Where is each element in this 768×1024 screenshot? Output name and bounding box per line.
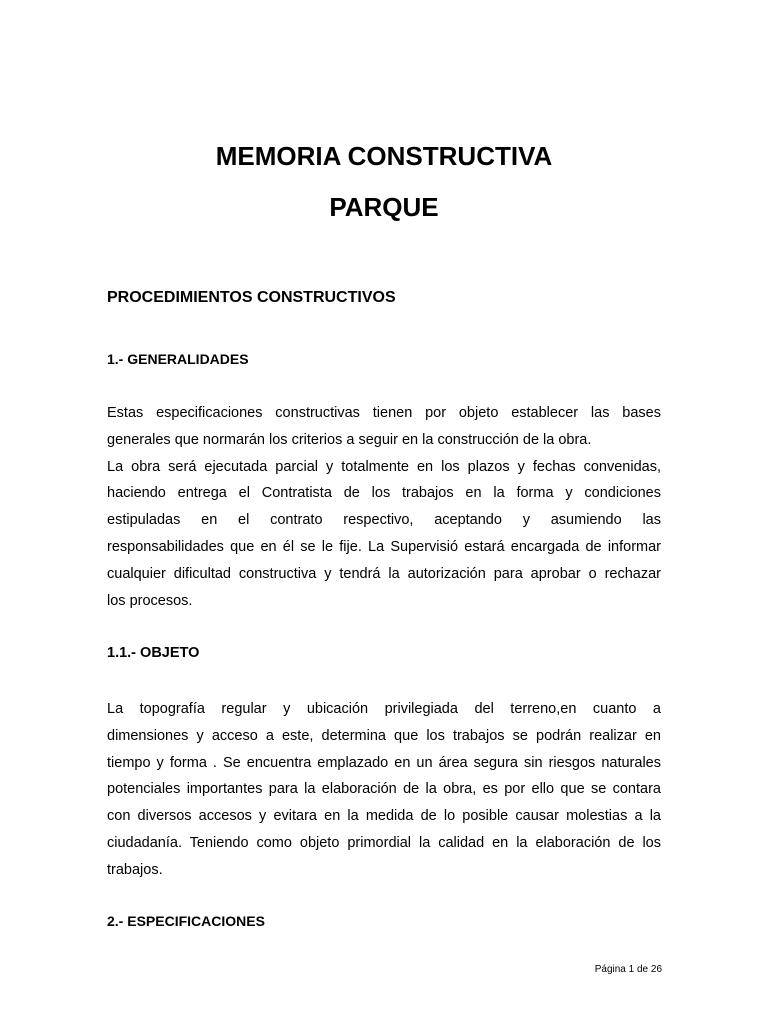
paragraph-line: los procesos.	[107, 592, 193, 609]
document-subtitle: PARQUE	[329, 192, 439, 222]
page-number-footer: Página 1 de 26	[594, 964, 662, 975]
paragraph-line: La topografía regular y ubicación privilegiada del terreno,en cuanto a	[107, 701, 661, 717]
paragraph-line: cualquier dificultad constructiva y tendrá la autorización para aprobar o rechazar	[107, 565, 661, 582]
section-heading-generalidades: 1.- GENERALIDADES	[107, 351, 249, 367]
paragraph-generalidades	[107, 400, 661, 614]
paragraph-line: haciendo entrega el Contratista de los trabajos en la forma y condiciones	[107, 485, 661, 502]
paragraph-line: potenciales importantes para la elaboración de la obra, es por ello que se contara	[107, 781, 661, 798]
section-heading-especificaciones: 2.- ESPECIFICACIONES	[107, 913, 265, 929]
document-title: MEMORIA CONSTRUCTIVA	[215, 141, 553, 171]
section-heading-procedimientos: PROCEDIMIENTOS CONSTRUCTIVOS	[107, 289, 396, 306]
paragraph-line: generales que normarán los criterios a seguir en la construcción de la obra.	[107, 431, 592, 448]
paragraph-line: dimensiones y acceso a este, determina que los trabajos se podrán realizar en	[107, 727, 661, 744]
paragraph-line: ciudadanía. Teniendo como objeto primordial la calidad en la elaboración de los	[107, 834, 661, 851]
paragraph-objeto	[107, 696, 661, 884]
paragraph-line: Estas especificaciones constructivas tienen por objeto establecer las bases	[107, 405, 661, 421]
subsection-heading-objeto: 1.1.- OBJETO	[107, 645, 200, 661]
paragraph-line: responsabilidades que en él se le fije. La Supervisió estará encargada de informar	[107, 538, 661, 555]
paragraph-line: estipuladas en el contrato respectivo, aceptando y asumiendo las	[107, 512, 661, 529]
paragraph-line: trabajos.	[107, 861, 163, 878]
paragraph-line: tiempo y forma . Se encuentra emplazado en un área segura sin riesgos naturales	[107, 754, 661, 771]
paragraph-line: con diversos accesos y evitara en la medida de lo posible causar molestias a la	[107, 808, 661, 825]
paragraph-line: La obra será ejecutada parcial y totalmente en los plazos y fechas convenidas,	[107, 458, 661, 475]
